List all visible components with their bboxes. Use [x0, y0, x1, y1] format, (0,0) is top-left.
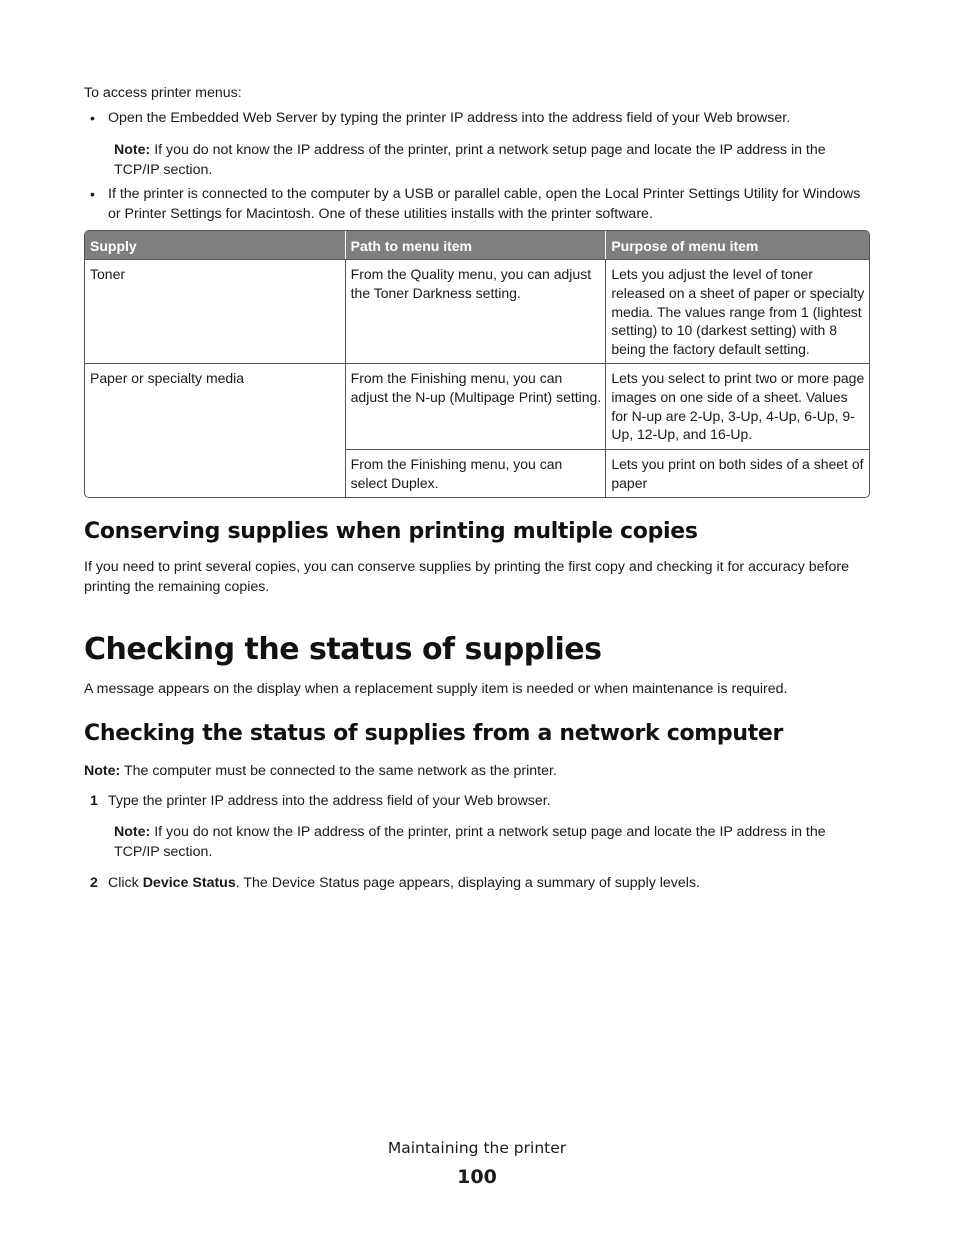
note-text: If you do not know the IP address of the printer, print a network setup page and locate the IP address in the TCP/IP section.: [114, 824, 826, 860]
step-text: [108, 874, 870, 894]
note-label: Note:: [114, 142, 151, 158]
note-text: The computer must be connected to the same network as the printer.: [120, 763, 557, 779]
bullet-text: Open the Embedded Web Server by typing the printer IP address into the address field of your Web browser.: [108, 110, 791, 126]
table-row: [85, 363, 869, 449]
section-body: A message appears on the display when a replacement supply item is needed or when maintenance is required.: [84, 681, 788, 697]
step-text: Type the printer IP address into the address field of your Web browser.: [108, 793, 551, 809]
bullet-item: [84, 185, 870, 224]
column-header-path: Path to menu item: [345, 231, 606, 259]
bullet-dot-icon: •: [90, 186, 95, 202]
step-text-pre: Click: [108, 875, 143, 891]
column-header-supply: Supply: [85, 231, 345, 259]
step-text-post: . The Device Status page appears, displaying a summary of supply levels.: [235, 875, 700, 891]
note-text: If you do not know the IP address of the printer, print a network setup page and locate the IP address in the TCP/IP section.: [114, 142, 826, 178]
path-cell: From the Finishing menu, you can adjust the N-up (Multipage Print) setting.: [345, 363, 606, 449]
table-header-row: [85, 231, 869, 259]
footer-chapter-title: Maintaining the printer: [387, 1139, 567, 1157]
supply-cell: Toner: [85, 259, 345, 363]
supply-menu-table: [84, 230, 870, 498]
page-number: 100: [457, 1166, 497, 1188]
step-number: 2: [90, 875, 98, 891]
path-cell: From the Finishing menu, you can select Duplex.: [345, 449, 606, 497]
note-label: Note:: [84, 763, 121, 779]
purpose-cell: Lets you print on both sides of a sheet of paper: [605, 449, 869, 497]
intro-text: To access printer menus:: [84, 85, 242, 101]
chapter-heading: Checking the status of supplies: [84, 632, 602, 667]
supply-cell: Paper or specialty media: [85, 363, 345, 497]
step-item: [84, 874, 870, 894]
bullet-dot-icon: •: [90, 110, 95, 126]
step-item: [84, 792, 870, 812]
bullet-item: [84, 109, 870, 129]
purpose-cell: Lets you select to print two or more page images on one side of a sheet. Values for N-up are 2-Up, 3-Up, 4-Up, 6-Up, 9-Up, 12-Up, and 16-Up.: [605, 363, 869, 449]
note: [114, 141, 870, 180]
step-number: 1: [90, 793, 98, 809]
purpose-cell: Lets you adjust the level of toner released on a sheet of paper or specialty media. The values range from 1 (lightest setting) to 10 (darkest setting) with 8 being the factory default setting.: [605, 259, 869, 363]
bullet-text: If the printer is connected to the computer by a USB or parallel cable, open the Local Printer Settings Utility for Windows or Printer Settings for Macintosh. One of these utilities installs with the printer software.: [108, 186, 861, 222]
section-heading: Checking the status of supplies from a network computer: [84, 721, 784, 746]
note: [114, 823, 870, 862]
section-heading: Conserving supplies when printing multiple copies: [84, 519, 698, 544]
note-label: Note:: [114, 824, 151, 840]
table-row: [85, 259, 869, 363]
path-cell: From the Quality menu, you can adjust the Toner Darkness setting.: [345, 259, 606, 363]
note: [84, 762, 870, 782]
column-header-purpose: Purpose of menu item: [605, 231, 869, 259]
section-body: If you need to print several copies, you can conserve supplies by printing the first copy and checking it for accuracy before printing the remaining copies.: [84, 559, 849, 595]
device-status-term: Device Status: [142, 875, 236, 891]
